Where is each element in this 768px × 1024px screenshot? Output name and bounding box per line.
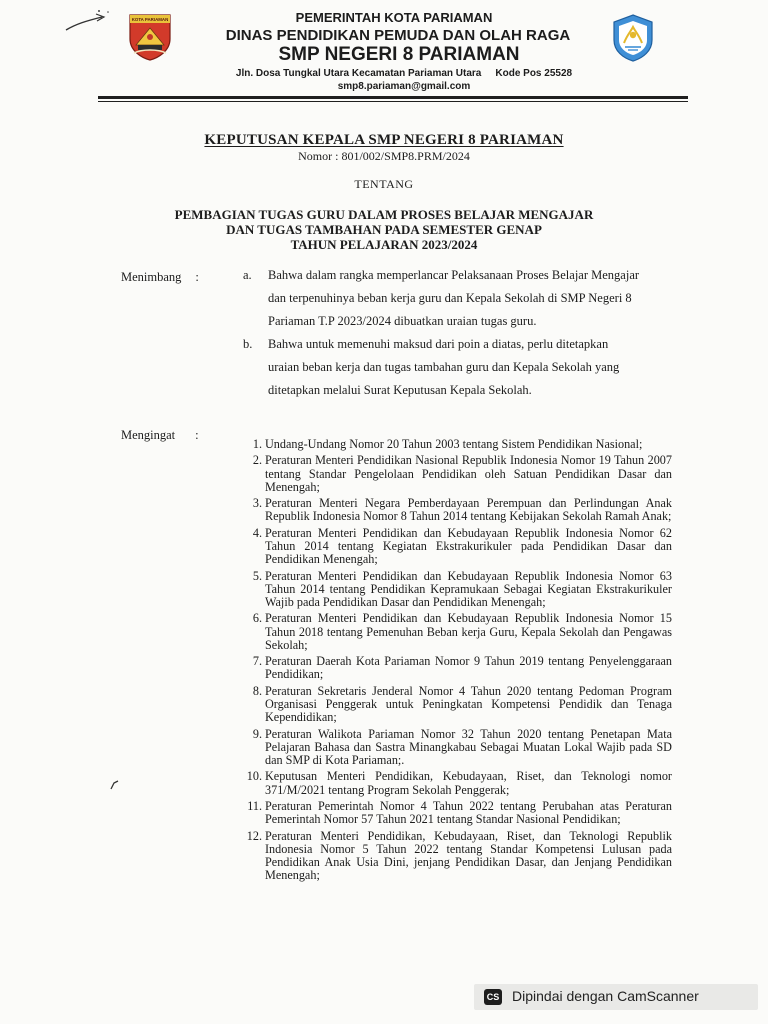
considering-line: Bahwa untuk memenuhi maksud dari poin a diatas, perlu ditetapkan xyxy=(268,337,609,351)
list-item: 12. Peraturan Menteri Pendidikan, Kebudayaan, Riset, dan Teknologi Republik Indonesia Nomor 5 Tahun 2022 tentang Standar Kompetensi Lulusan pada Pendidikan Anak Usia Dini, jenjang Pendidikan Dasar, dan Jenjang Pendidikan Menengah; xyxy=(246,828,672,883)
considering-line: Pariaman T.P 2023/2024 dibuatkan uraian tugas guru. xyxy=(268,314,537,328)
pen-tick-mark xyxy=(108,778,122,792)
letterhead-rule-thin xyxy=(98,101,688,102)
school-name: SMP NEGERI 8 PARIAMAN xyxy=(278,44,520,65)
subject-line: DAN TUGAS TAMBAHAN PADA SEMESTER GENAP xyxy=(226,222,542,237)
crest-caption: KOTA PARIAMAN xyxy=(131,17,169,22)
government-name: PEMERINTAH KOTA PARIAMAN xyxy=(295,10,493,25)
department-name: DINAS PENDIDIKAN PEMUDA DAN OLAH RAGA xyxy=(225,27,571,44)
tut-wuri-handayani-icon xyxy=(611,13,655,63)
camscanner-watermark-text: Dipindai dengan CamScanner xyxy=(512,988,699,1004)
school-address: Jln. Dosa Tungkal Utara Kecamatan Pariaman Utara xyxy=(235,68,482,79)
considering-item-a xyxy=(268,264,658,333)
considering-line: Bahwa dalam rangka memperlancar Pelaksanaan Proses Belajar Mengajar xyxy=(268,268,640,282)
list-item: 4. Peraturan Menteri Pendidikan dan Kebudayaan Republik Indonesia Nomor 62 Tahun 2014 tentang Kegiatan Ekstrakurikuler pada Pendidikan Dasar dan Pendidikan Menengah; xyxy=(252,525,672,567)
school-address-line xyxy=(0,68,768,79)
considering-label: Menimbang : xyxy=(121,270,199,284)
list-item: 5. Peraturan Menteri Pendidikan dan Kebudayaan Republik Indonesia Nomor 63 Tahun 2014 tentang Pendidikan Kepramukaan Sebagai Kegiatan Ekstrakurikuler Wajib pada Pendidikan Dasar dan Pendidikan Menengah; xyxy=(252,568,672,609)
letterhead-rule-thick xyxy=(98,96,688,99)
list-item: 2. Peraturan Menteri Pendidikan Nasional Republik Indonesia Nomor 19 Tahun 2007 tentang Standar Pengelolaan Pendidikan oleh Satuan Pendidikan Dasar dan Menengah; xyxy=(252,453,672,494)
decree-subject xyxy=(0,207,768,252)
letterhead xyxy=(0,0,768,100)
considering-item-a-marker: a. xyxy=(243,268,252,282)
postal-code: Kode Pos 25528 xyxy=(495,68,573,79)
school-email: smp8.pariaman@gmail.com xyxy=(337,81,471,92)
decree-about-label: TENTANG xyxy=(354,177,414,191)
list-item: 7. Peraturan Daerah Kota Pariaman Nomor 9 Tahun 2019 tentang Penyelenggaraan Pendidikan; xyxy=(252,654,672,682)
decree-title: KEPUTUSAN KEPALA SMP NEGERI 8 PARIAMAN xyxy=(204,132,564,148)
considering-item-b xyxy=(268,333,658,402)
decree-number: Nomor : 801/002/SMP8.PRM/2024 xyxy=(298,149,470,163)
list-item: 10. Keputusan Menteri Pendidikan, Kebudayaan, Riset, dan Teknologi nomor 371/M/2021 tentang Program Sekolah Penggerak; xyxy=(246,769,672,797)
list-item: 9. Peraturan Walikota Pariaman Nomor 32 Tahun 2020 tentang Penetapan Mata Pelajaran Bahasa dan Sastra Minangkabau Sebagai Muatan Lokal Wajib pada SD dan SMP di Kota Pariaman;. xyxy=(252,726,672,767)
camscanner-watermark xyxy=(474,984,758,1010)
list-item: 8. Peraturan Sekretaris Jenderal Nomor 4 Tahun 2020 tentang Pedoman Program Organisasi Penggerak untuk Peningkatan Kompetensi Pendidik dan Tenaga Kependidikan; xyxy=(252,683,672,725)
considering-line: dan terpenuhinya beban kerja guru dan Kepala Sekolah di SMP Negeri 8 xyxy=(268,291,632,305)
considering-item-b-marker: b. xyxy=(243,337,253,351)
list-item: 1. Undang-Undang Nomor 20 Tahun 2003 tentang Sistem Pendidikan Nasional; xyxy=(252,437,643,451)
list-item: 11. Peraturan Pemerintah Nomor 4 Tahun 2022 tentang Perubahan atas Peraturan Pemerintah Nomor 57 Tahun 2021 tentang Standar Nasional Pendidikan; xyxy=(247,798,672,827)
camscanner-logo-icon: CS xyxy=(484,989,502,1005)
considering-line: uraian beban kerja dan tugas tambahan guru dan Kepala Sekolah yang xyxy=(268,360,620,374)
list-item: 6. Peraturan Menteri Pendidikan dan Kebudayaan Republik Indonesia Nomor 15 Tahun 2018 tentang Pemenuhan Beban kerja Guru, Kepala Sekolah dan Pengawas Sekolah; xyxy=(252,611,672,652)
subject-line: TAHUN PELAJARAN 2023/2024 xyxy=(290,237,478,252)
recalling-list xyxy=(240,438,672,886)
list-item: 3. Peraturan Menteri Negara Pemberdayaan Perempuan dan Perlindungan Anak Republik Indonesia Nomor 8 Tahun 2014 tentang Kebijakan Sekolah Ramah Anak; xyxy=(252,496,672,524)
recalling-label: Mengingat : xyxy=(121,428,199,442)
subject-line: PEMBAGIAN TUGAS GURU DALAM PROSES BELAJAR MENGAJAR xyxy=(174,207,594,222)
considering-line: ditetapkan melalui Surat Keputusan Kepala Sekolah. xyxy=(268,383,532,397)
